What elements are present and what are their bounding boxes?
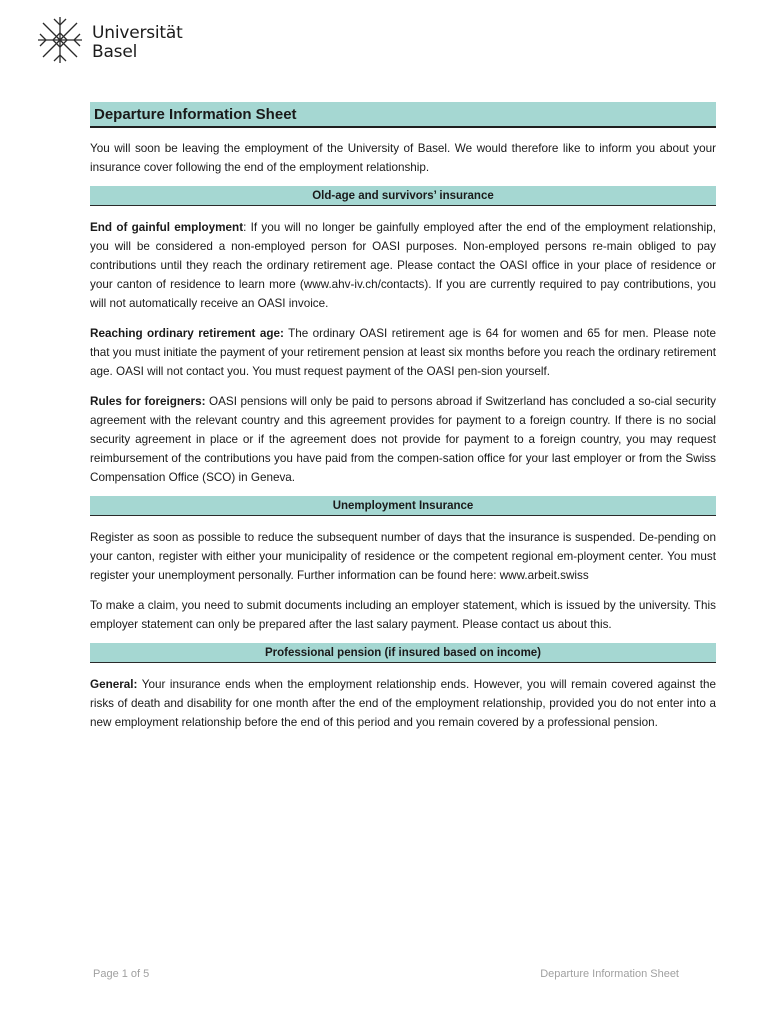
paragraph-register: Register as soon as possible to reduce the subsequent number of days that the insurance is suspended. De-pending on your canton, register with either your municipality of residence or the competent regional em-ployment center. You must register your unemployment personally. Further information can be found here: www.arbeit.swiss [90, 531, 716, 582]
paragraph-general: General: Your insurance ends when the employment relationship ends. However, you will remain covered against the risks of death and disability for one month after the end of the employment relationship, provided you do not enter into a new employment relationship before the end of this period and you remain covered by a professional pension. [90, 678, 716, 729]
page-number: Page 1 of 5 [93, 968, 150, 980]
document-body [90, 102, 716, 732]
intro-paragraph: You will soon be leaving the employment of the University of Basel. We would therefore like to inform you about your insurance cover following the end of the employment relationship. [90, 142, 716, 174]
section-heading-unemployment: Unemployment Insurance [90, 496, 716, 516]
paragraph-end-of-employment: End of gainful employment: If you will no longer be gainfully employed after the end of the employment relationship, you will be considered a non-employed person for OASI purposes. Non-employed persons re-main obliged to pay contributions until they reach the ordinary retirement age. Please contact the OASI office in your place of residence or your canton of residence to learn more (www.ahv-iv.ch/contacts). If you are currently required to pay contributions, you will not automatically receive an OASI invoice. [90, 221, 716, 310]
paragraph-retirement-age: Reaching ordinary retirement age: The ordinary OASI retirement age is 64 for women and 65 for men. Please note that you must initiate the payment of your retirement pension at least six months before you reach the ordinary retirement age. OASI will not contact you. You must request payment of the OASI pen-sion yourself. [90, 327, 716, 378]
page-title: Departure Information Sheet [90, 102, 716, 128]
paragraph-claim: To make a claim, you need to submit documents including an employer statement, which is issued by the university. This employer statement can only be prepared after the last salary payment. Please contact us about this. [90, 599, 716, 631]
university-logo [36, 15, 216, 67]
logo-line2: Basel [92, 42, 138, 62]
section-heading-oasi: Old-age and survivors’ insurance [90, 186, 716, 206]
paragraph-foreigners: Rules for foreigners: OASI pensions will only be paid to persons abroad if Switzerland has concluded a so-cial security agreement with the relevant country and this agreement provides for payment to a foreign country. If there is no social security agreement in place or if the agreement does not provide for payment to a foreign country, you may request reimbursement of the contributions you have paid from the compen-sation office for your last employer or from the Swiss Compensation Office (SCO) in Geneva. [90, 395, 716, 484]
star-emblem-icon [36, 15, 84, 65]
logo-line1: Universität [92, 23, 183, 43]
footer-doc-name: Departure Information Sheet [540, 968, 679, 980]
section-heading-pension: Professional pension (if insured based on income) [90, 643, 716, 663]
